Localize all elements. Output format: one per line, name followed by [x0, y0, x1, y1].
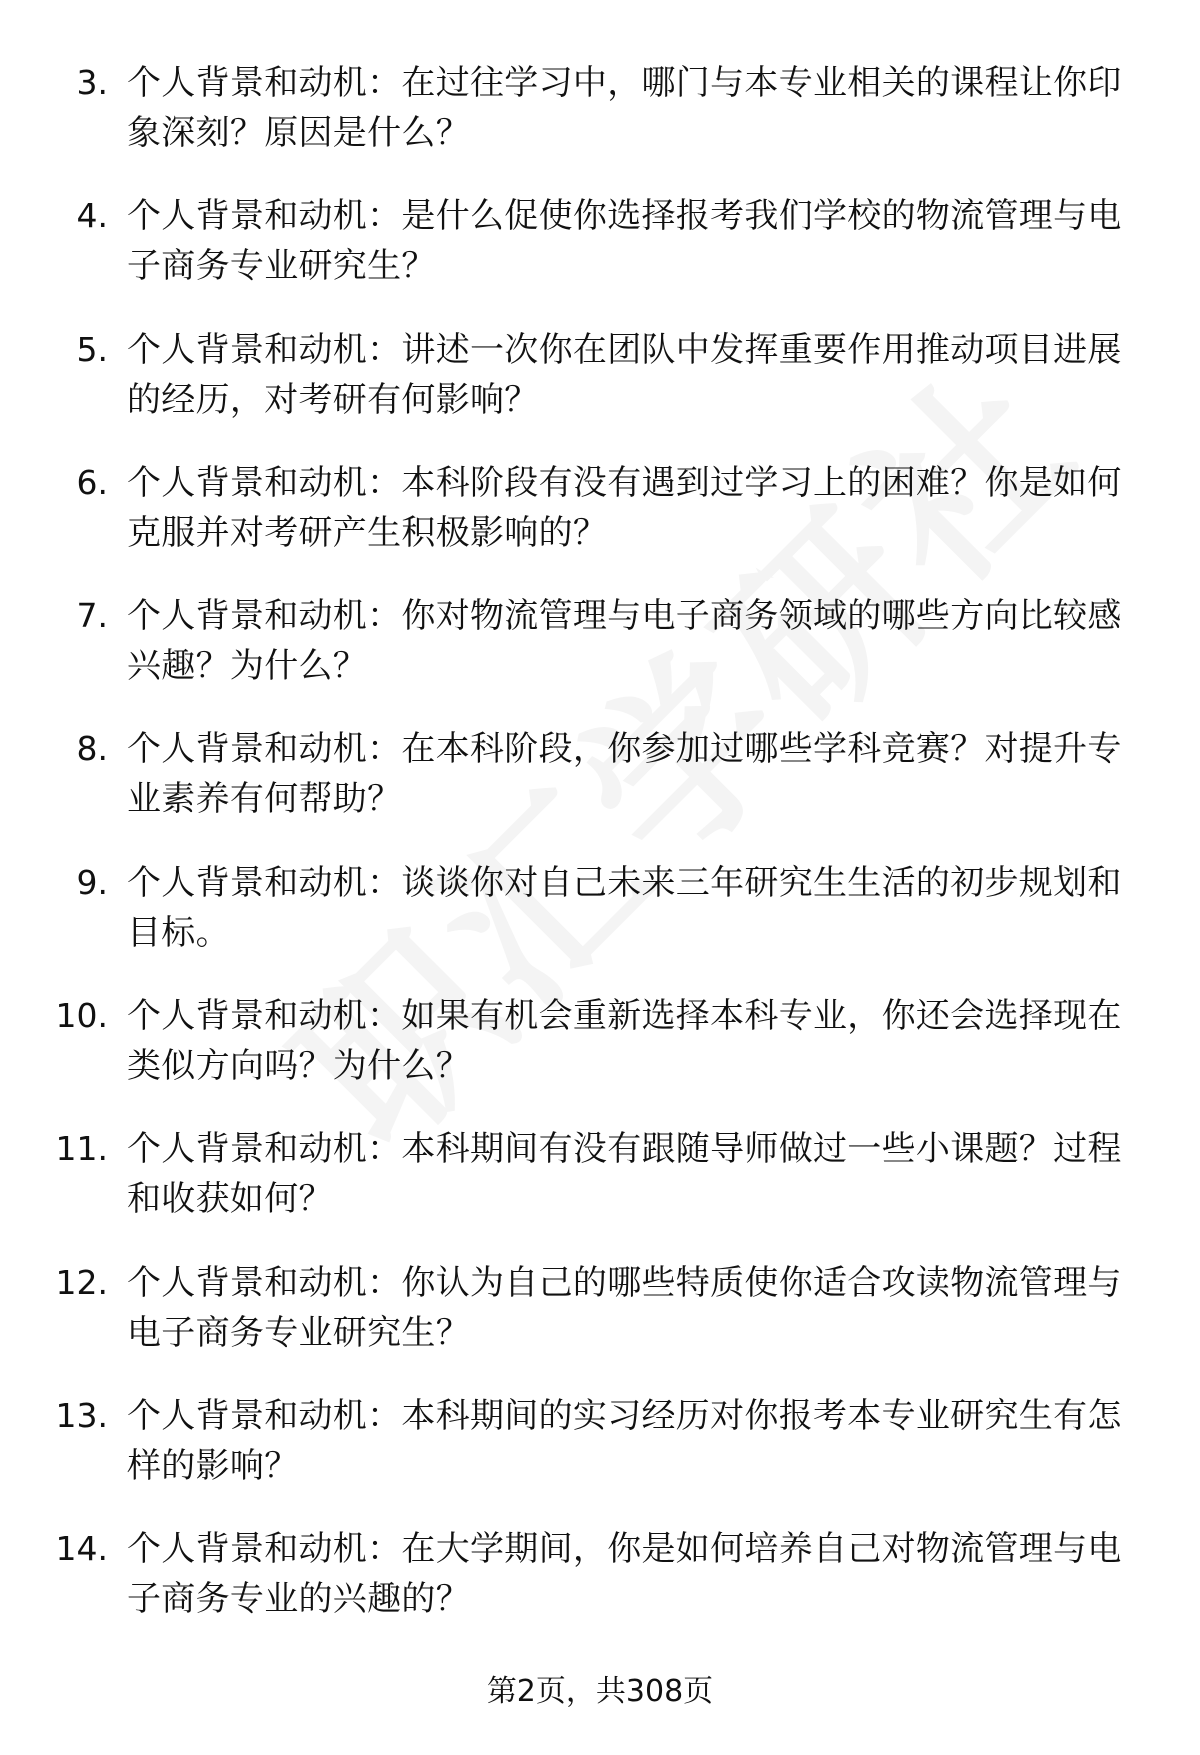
question-number: 11.	[55, 1129, 108, 1169]
question-text: 个人背景和动机：谈谈你对自己未来三年研究生生活的初步规划和目标。	[127, 862, 1122, 953]
question-number: 9.	[76, 862, 108, 902]
list-item	[0, 1258, 1200, 1391]
list-item	[0, 724, 1200, 857]
question-text: 个人背景和动机：讲述一次你在团队中发挥重要作用推动项目进展的经历，对考研有何影响？	[127, 329, 1122, 420]
list-item	[0, 191, 1200, 324]
question-list	[0, 58, 1200, 1658]
question-text: 个人背景和动机：在本科阶段，你参加过哪些学科竞赛？对提升专业素养有何帮助？	[127, 729, 1122, 820]
question-text: 个人背景和动机：在过往学习中，哪门与本专业相关的课程让你印象深刻？原因是什么？	[127, 63, 1122, 153]
list-item	[0, 1524, 1200, 1657]
list-item	[0, 58, 1200, 191]
list-item	[0, 858, 1200, 991]
question-text: 个人背景和动机：在大学期间，你是如何培养自己对物流管理与电子商务专业的兴趣的？	[127, 1529, 1122, 1620]
question-text: 个人背景和动机：是什么促使你选择报考我们学校的物流管理与电子商务专业研究生？	[127, 196, 1122, 287]
question-text: 个人背景和动机：本科期间的实习经历对你报考本专业研究生有怎样的影响？	[127, 1395, 1122, 1486]
question-number: 4.	[76, 196, 108, 236]
question-text: 个人背景和动机：你认为自己的哪些特质使你适合攻读物流管理与电子商务专业研究生？	[127, 1262, 1122, 1353]
question-number: 5.	[76, 329, 108, 369]
list-item	[0, 325, 1200, 458]
question-number: 6.	[76, 462, 108, 502]
question-text: 个人背景和动机：你对物流管理与电子商务领域的哪些方向比较感兴趣？为什么？	[127, 596, 1122, 687]
question-text: 个人背景和动机：本科阶段有没有遇到过学习上的困难？你是如何克服并对考研产生积极影响的？	[127, 462, 1122, 553]
question-number: 10.	[55, 996, 108, 1036]
question-text: 个人背景和动机：本科期间有没有跟随导师做过一些小课题？过程和收获如何？	[127, 1129, 1122, 1220]
list-item	[0, 1124, 1200, 1257]
list-item	[0, 991, 1200, 1124]
question-number: 14.	[55, 1529, 108, 1569]
question-text: 个人背景和动机：如果有机会重新选择本科专业，你还会选择现在类似方向吗？为什么？	[127, 996, 1122, 1087]
question-number: 7.	[76, 596, 108, 636]
question-number: 12.	[55, 1262, 108, 1302]
question-number: 13.	[55, 1395, 108, 1435]
page-number-footer: 第2页，共308页	[486, 1674, 714, 1709]
list-item	[0, 458, 1200, 591]
question-number: 3.	[76, 63, 108, 102]
question-number: 8.	[76, 729, 108, 769]
list-item	[0, 1391, 1200, 1524]
list-item	[0, 591, 1200, 724]
